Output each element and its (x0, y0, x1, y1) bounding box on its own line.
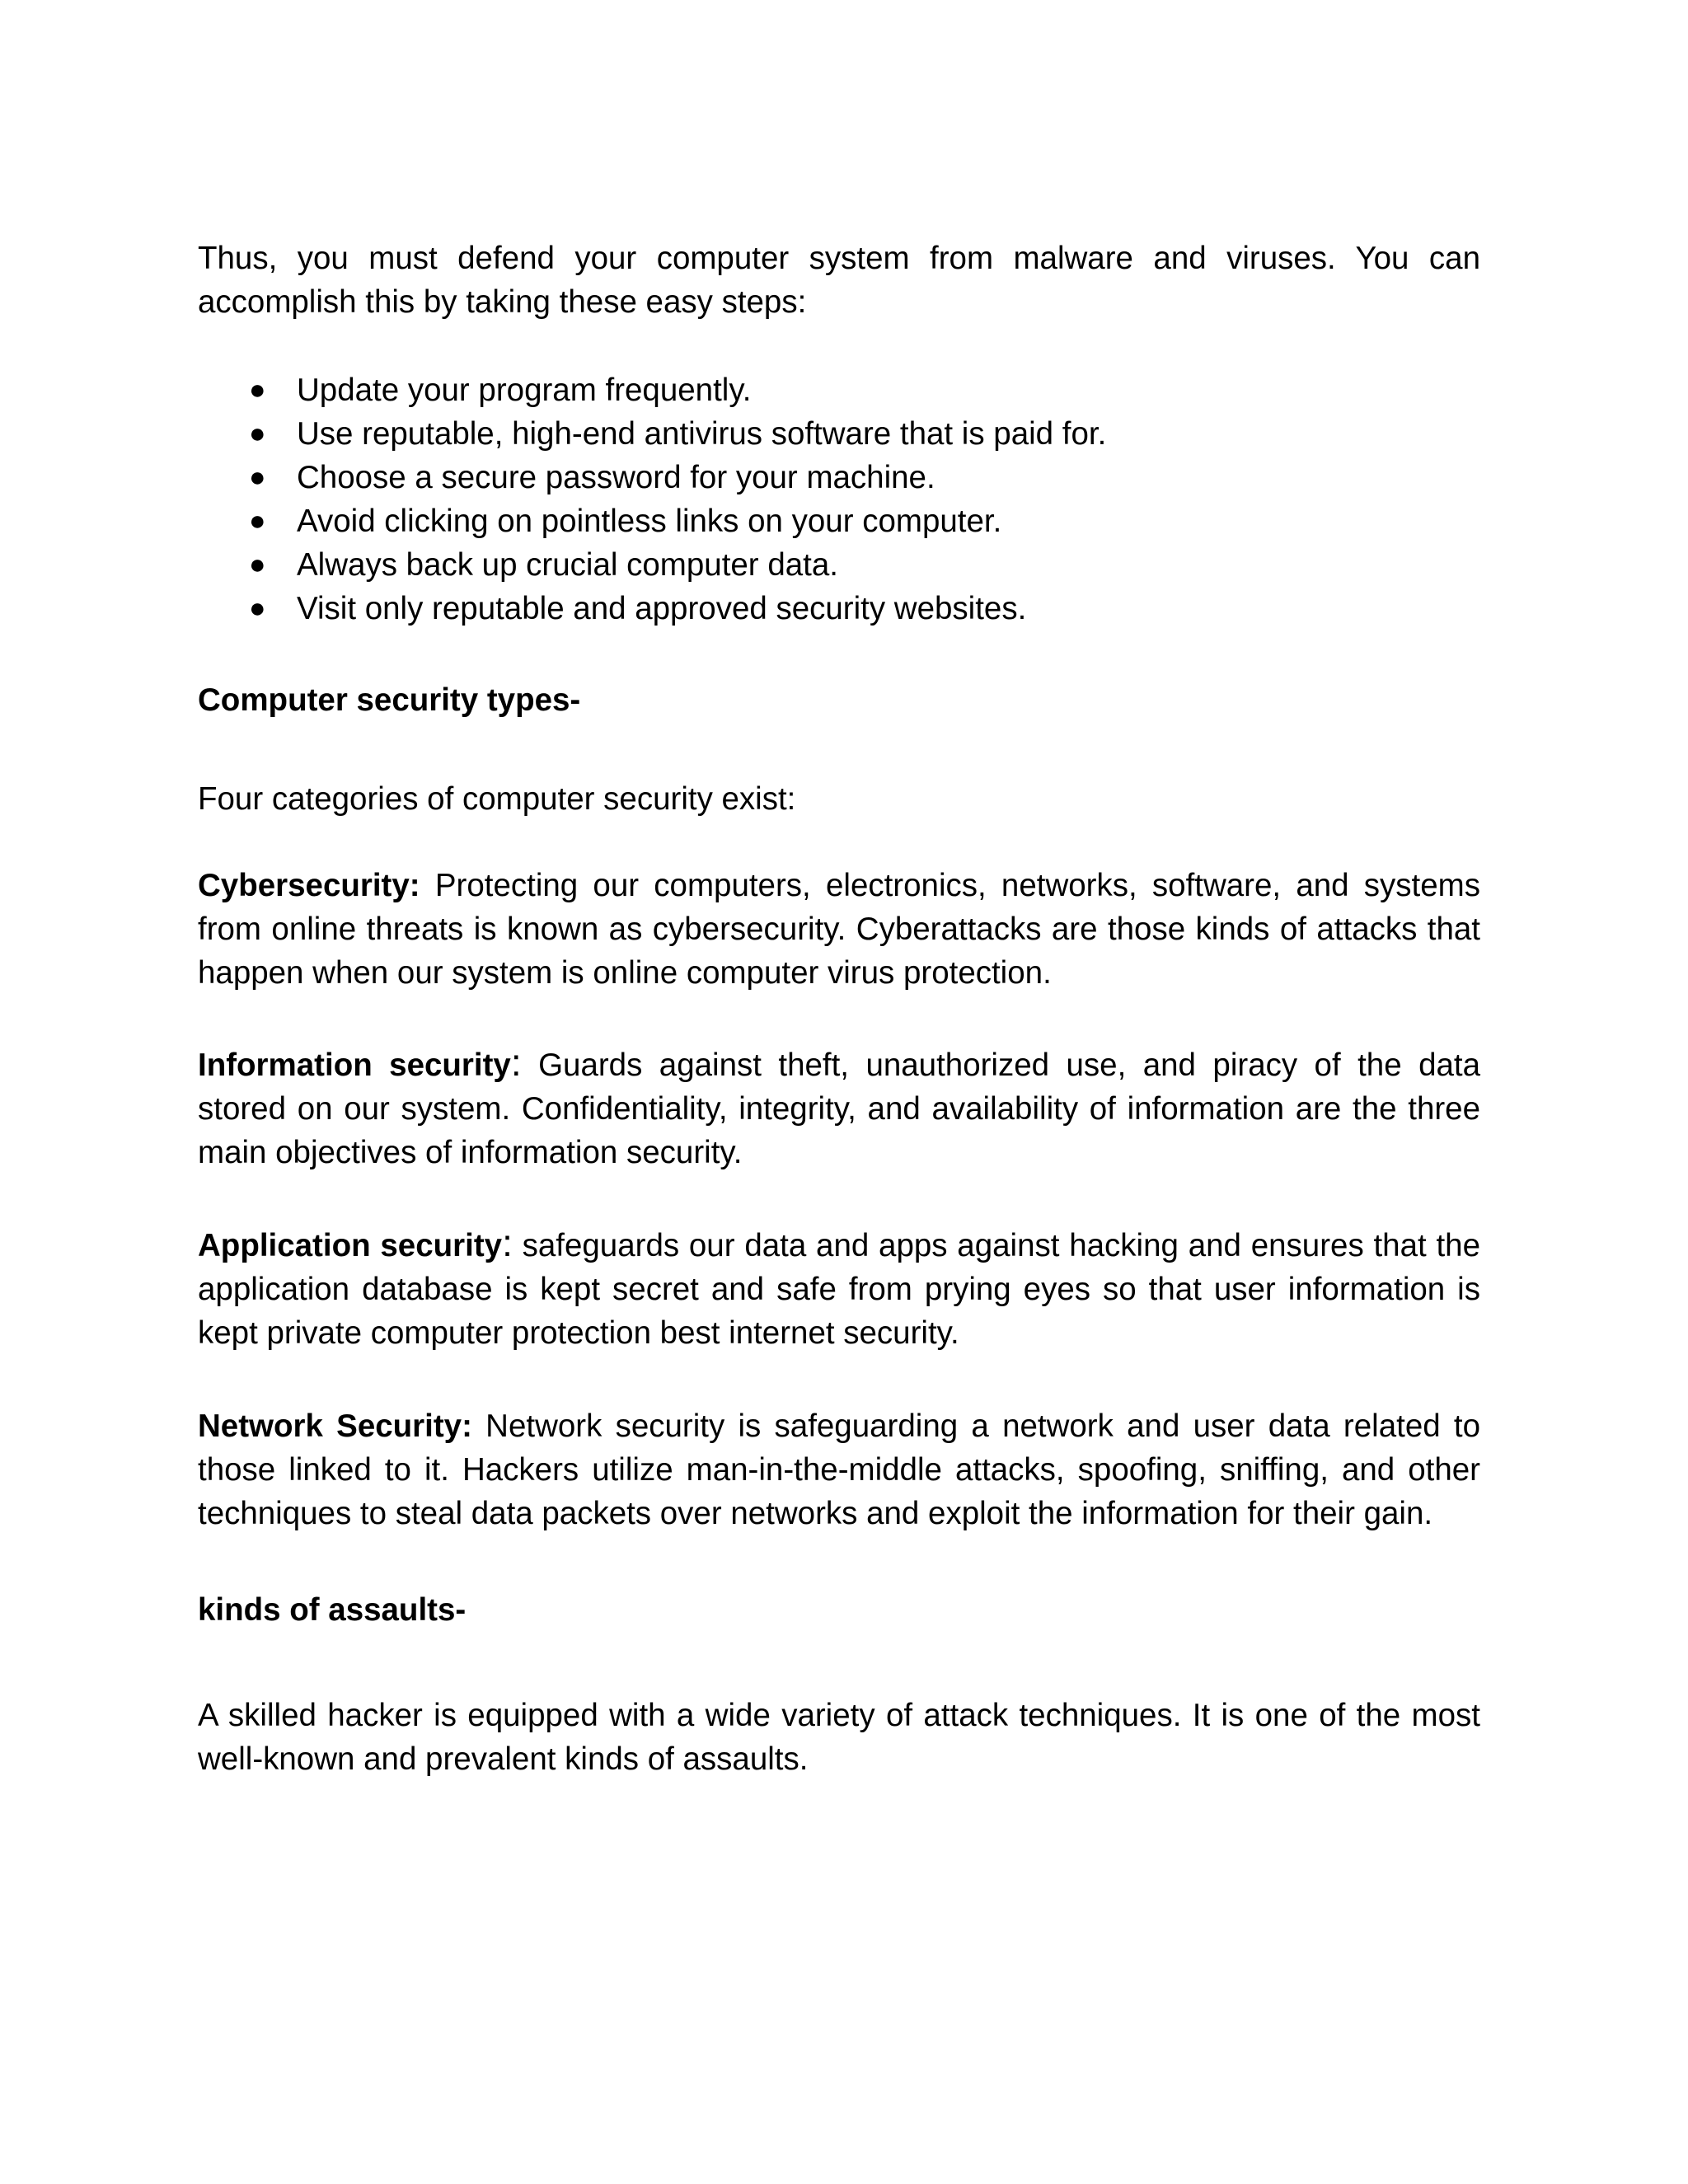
bullet-icon: ● (249, 505, 266, 537)
network-security-text: Network security is safeguarding a network and user data related to those linked to it. Hackers utilize man-in-the-middle attacks, spoofing, sniffing, and other techniques to steal data packets over networks and exploit the information for their gain. (198, 1408, 1480, 1531)
list-item (198, 456, 1480, 499)
information-security-text: Guards against theft, unauthorized use, and piracy of the data stored on our system. Confidentiality, integrity, and availability of information are the three main objectives of information security. (198, 1047, 1481, 1170)
security-types-intro: Four categories of computer security exist: (198, 781, 796, 817)
bullet-icon: ● (249, 418, 266, 449)
security-types-heading: Computer security types- (198, 682, 581, 718)
list-item (198, 587, 1480, 630)
network-security-paragraph (198, 1404, 1480, 1535)
list-item-text: Visit only reputable and approved security websites. (297, 591, 1027, 626)
information-security-paragraph (198, 1043, 1480, 1174)
network-security-term: Network Security: (198, 1408, 472, 1444)
list-item-text: Use reputable, high-end antivirus software that is paid for. (297, 416, 1107, 452)
list-item-text: Update your program frequently. (297, 373, 752, 408)
intro-paragraph: Thus, you must defend your computer system from malware and viruses. You can accomplish this by taking these easy steps: (198, 241, 1480, 320)
bullet-icon: ● (249, 462, 266, 493)
list-item (198, 412, 1480, 456)
list-item-text: Choose a secure password for your machine. (297, 460, 935, 495)
bullet-icon: ● (249, 593, 266, 624)
list-item (198, 368, 1480, 412)
list-item-text: Always back up crucial computer data. (297, 547, 838, 583)
cybersecurity-paragraph (198, 864, 1480, 995)
application-security-colon: : (502, 1221, 513, 1264)
bullet-icon: ● (249, 549, 266, 580)
information-security-colon: : (510, 1041, 522, 1084)
list-item-text: Avoid clicking on pointless links on your computer. (297, 504, 1002, 539)
cybersecurity-term: Cybersecurity: (198, 868, 420, 903)
assaults-paragraph: A skilled hacker is equipped with a wide variety of attack techniques. It is one of the most well-known and prevalent kinds of assaults. (198, 1698, 1480, 1777)
application-security-term: Application security (198, 1228, 503, 1263)
application-security-text: safeguards our data and apps against hacking and ensures that the application database is kept secret and safe from prying eyes so that user information is kept private computer protection best internet security. (198, 1228, 1480, 1351)
assaults-heading: kinds of assaults- (198, 1592, 467, 1628)
information-security-term: Information security (198, 1047, 511, 1083)
cybersecurity-text: Protecting our computers, electronics, networks, software, and systems from online threats is known as cybersecurity. Cyberattacks are those kinds of attacks that happen when our system is online computer virus protection. (198, 868, 1480, 991)
list-item (198, 543, 1480, 587)
application-security-paragraph (198, 1221, 1480, 1355)
bullet-icon: ● (249, 374, 266, 405)
list-item (198, 499, 1480, 543)
steps-list (198, 368, 1480, 630)
